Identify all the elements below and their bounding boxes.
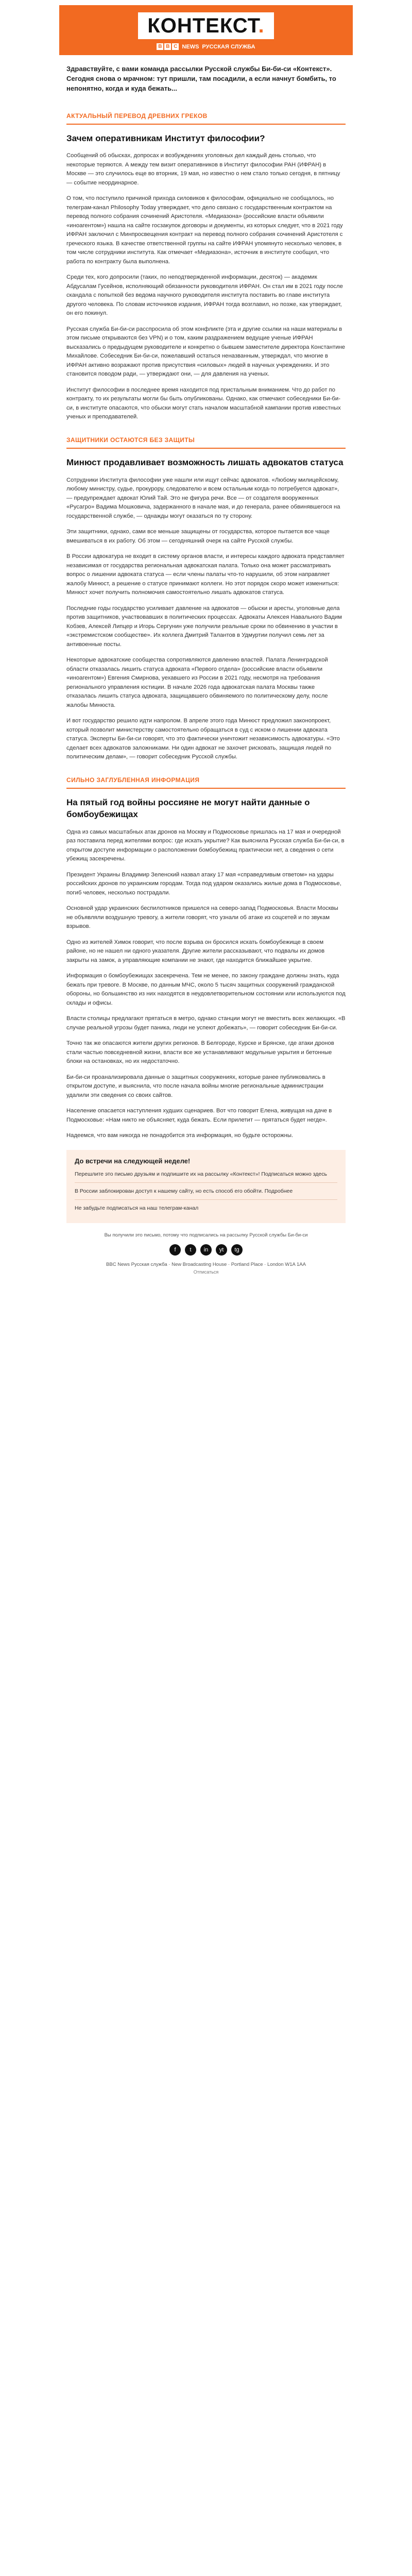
facebook-icon[interactable]: f: [169, 1244, 181, 1256]
cta-item[interactable]: Перешлите это письмо друзьям и подпишите их на рассылку «Контекст»! Подписаться можно здесь: [75, 1171, 327, 1177]
paragraph: Би-би-си проанализировала данные о защитных сооружениях, которые ранее публиковались в открытом доступе, и выяснила, что после начала войны многие региональные администрации удалили эти сведения со своих сайтов.: [66, 1074, 325, 1098]
paragraph: Население опасается наступления худших сценариев. Вот что говорит Елена, живущая на даче в Подмосковье: «Нам никто не объясняет, куда бежать. Если прилетит — прятаться будет негде».: [66, 1108, 332, 1123]
newsletter-content: [59, 107, 353, 1223]
instagram-icon[interactable]: in: [200, 1244, 212, 1256]
footer: [59, 1223, 353, 1290]
news-label: NEWS: [182, 43, 199, 50]
paragraph: Информация о бомбоубежищах засекречена. Тем не менее, по закону граждане должны знать, куда бежать при тревоге. В Москве, по данным МЧС, около 5 тысяч защитных сооружений гражданской обороны, но большинство из них находятся в неудовлетворительном состоянии или используются под склады и офисы.: [66, 973, 346, 1006]
section-rubric: СИЛЬНО ЗАГЛУБЛЕННАЯ ИНФОРМАЦИЯ: [66, 771, 346, 789]
paragraph: Власти столицы предлагают прятаться в метро, однако станции могут не вместить всех желающих. «В случае реальной угрозы будет паника, люди не успеют добежать», — говорит собеседник Би-би-си.: [66, 1015, 346, 1031]
paragraph: Среди тех, кого допросили (таких, по неподтвержденной информации, десяток) — академик Абдусалам Гусейнов, исполняющий обязанности руководителя ИФРАН. Он стал им в 2021 году после скандала с попыткой без ведома научного руководителя института поставить во главе института другого человека. По словам источников издания, ИФРАН тогда возглавил, но позже, как утверждает, он его покинул.: [66, 274, 343, 317]
section-title: Минюст продавливает возможность лишать адвокатов статуса: [66, 457, 344, 467]
bbc-letter: C: [172, 43, 179, 50]
paragraph: Институт философии в последнее время находится под пристальным вниманием. Что до работ по контракту, то их результаты могли бы быть опубликованы. Однако, как отмечают собеседники Би-би-си, в институте опасаются, что обыски могут стать началом масштабной кампании против известных ученых и преподавателей.: [66, 386, 341, 420]
social-links: [66, 1244, 346, 1256]
bbc-letter: B: [157, 43, 163, 50]
service-label: РУССКАЯ СЛУЖБА: [202, 43, 255, 50]
section-title: На пятый год войны россияне не могут найти данные о бомбоубежищах: [66, 797, 310, 819]
bbc-brand-line: [59, 43, 353, 50]
youtube-icon[interactable]: yt: [216, 1244, 227, 1256]
signoff-box: [66, 1150, 346, 1223]
cta-item[interactable]: В России заблокирован доступ к нашему сайту, но есть способ его обойти. Подробнее: [75, 1182, 337, 1195]
paragraph: Некоторые адвокатские сообщества сопротивляются давлению властей. Палата Ленинградской области отказалась лишить статуса адвоката «Первого отдела» (российские власти объявили «иноагентом») Евгения Смирнова, уехавшего из России в 2021 году, несмотря на требования регионального управления юстиции. В начале 2026 года адвокатская палата Москвы также отказалась лишить статуса адвоката, защищавшего обвиняемого по политическому делу, после жалобы Минюста.: [66, 657, 328, 708]
twitter-icon[interactable]: t: [185, 1244, 196, 1256]
logo-text: КОНТЕКСТ: [147, 14, 259, 37]
logo-dot: .: [258, 14, 265, 37]
paragraph: Основной удар украинских беспилотников пришелся на северо-запад Подмосковья. Власти Москвы не объявляли воздушную тревогу, а жители говорят, что узнали об атаке из соцсетей и по звукам взрывов.: [66, 905, 338, 930]
paragraph: Последние годы государство усиливает давление на адвокатов — обыски и аресты, уголовные дела против защитников, участвовавших в политических процессах. Адвокаты Алексея Навального Вадим Кобзев, Алексей Липцер и Игорь Сергунин уже получили реальные сроки по обвинению в участии в «экстремистском сообществе». Их коллега Дмитрий Талантов в Удмуртии получил семь лет за антивоенные посты.: [66, 605, 342, 648]
newsletter: [59, 0, 353, 1290]
paragraph: В России адвокатура не входит в систему органов власти, и интересы каждого адвоката представляет независимая от государства региональная адвокатская палата. Только она может рассматривать вопрос о лишении адвоката статуса — если члены палаты что-то нарушили, об этом направляет жалобу Минюст, а решение о статусе принимают коллеги. Но этот порядок скоро может измениться: Минюст хочет получить полномочия самостоятельно лишать адвокатов статуса.: [66, 553, 345, 596]
paragraph: Эти защитники, однако, сами все меньше защищены от государства, которое пытается все чаще вмешиваться в их работу. Об этом — сегодняшний очерк на сайте Русской службы.: [66, 529, 330, 544]
paragraph: Сотрудники Института философии уже нашли или ищут сейчас адвокатов. «Любому милицейскому, любому министру, судье, прокурору, следователю и всем остальным когда-то потребуется адвокат», — предупреждает адвокат Юлий Тай. Это не фигура речи. Все — от создателя вооруженных «Русагро» Вадима Мошковича, задержанного в начале мая, и до генерала, ранее обвинявшегося на государственной службе, — однажды могут оказаться по ту сторону.: [66, 477, 340, 519]
paragraph: Точно так же опасаются жители других регионов. В Белгороде, Курске и Брянске, где атаки дронов стали частью повседневной жизни, власти все же устанавливают модульные укрытия и бетонные блоки на остановках, но их недостаточно.: [66, 1040, 334, 1065]
paragraph: Надеемся, что вам никогда не понадобится эта информация, но будьте осторожны.: [66, 1132, 294, 1139]
paragraph: И вот государство решило идти напролом. В апреле этого года Минюст предложил законопроект, который позволит министерству самостоятельно обращаться в суд с иском о лишении адвоката статуса. Эксперты Би-би-си говорят, что это фактически уничтожит независимость адвокатуры. «Это сделает всех адвокатов заложниками. Ни один адвокат не захочет рисковать, защищая людей по политическим делам», — говорит собеседник Русской службы.: [66, 718, 340, 760]
newsletter-header: [59, 5, 353, 55]
paragraph: Одно из жителей Химок говорит, что после взрыва он бросился искать бомбоубежище в своем районе, но не нашел ни одного указателя. Другие жители рассказывают, что подвалы их домов закрыты на замок, а управляющие компании не знают, где находится ближайшее укрытие.: [66, 939, 325, 963]
paragraph: Одна из самых масштабных атак дронов на Москву и Подмосковье пришлась на 17 мая и очередной раз поставила перед жителями вопрос: где искать укрытие? Как выяснила Русская служба Би-би-си, в открытом доступе информации о расположении бомбоубежищ практически нет, а сведения о сети убежищ засекречены.: [66, 828, 345, 862]
telegram-icon[interactable]: tg: [231, 1244, 243, 1256]
bbc-letter: B: [164, 43, 171, 50]
unsubscribe-link[interactable]: Отписаться: [193, 1269, 219, 1275]
kontekst-logo[interactable]: [138, 12, 273, 39]
footer-address: BBC News Русская служба · New Broadcasting House · Portland Place · London W1A 1AA: [106, 1261, 306, 1267]
paragraph: О том, что поступило причиной прихода силовиков к философам, официально не сообщалось, но телеграм-канал Philosophy Today утверждает, что дело связано с государственным контрактом на перевод полного собрания сочинений Аристотеля. «Медиазона» (российские власти объявили «иноагентом») нашла на сайте госзакупок договоры и документы, из которых следует, что в 2021 году ИФРАН заключил с Минпросвещения контракт на перевод полного собрания сочинений Аристотеля с греческого языка. В качестве ответственной группы на сайте ИФРАН упомянуто несколько человек, в том числе сотрудники института. Как отмечает «Медиазона», источник в институте сообщил, что работа по контракту была выполнена.: [66, 195, 343, 265]
bbc-logo: [157, 43, 179, 50]
paragraph: Президент Украины Владимир Зеленский назвал атаку 17 мая «справедливым ответом» на удары российских дронов по украинским городам. Тогда под ударом оказались жилые дома в Подмосковье, погиб человек, несколько пострадали.: [66, 871, 341, 896]
cta-item[interactable]: Не забудьте подписаться на наш телеграм-канал: [75, 1199, 337, 1212]
paragraph: Сообщений об обысках, допросах и возбуждениях уголовных дел каждый день столько, что некоторые теряются. А между тем визит оперативников в Институт философии РАН (ИФРАН) в Москве — это случилось еще во вторник, 19 мая, но известно о нем стало только сегодня, в пятницу — событие неординарное.: [66, 152, 340, 186]
footer-subscription-note: Вы получили это письмо, потому что подписались на рассылку Русской службы Би-би-си: [104, 1232, 308, 1238]
section-title: Зачем оперативникам Институт философии?: [66, 133, 265, 143]
signoff-title: До встречи на следующей неделе!: [75, 1157, 191, 1165]
intro-text: Здравствуйте, с вами команда рассылки Русской службы Би-би-си «Контекст». Сегодня снова о мрачном: тут пришли, там посадили, а если начнут бомбить, то непонятно, когда и куда бежать...: [66, 65, 336, 92]
section-rubric: ЗАЩИТНИКИ ОСТАЮТСЯ БЕЗ ЗАЩИТЫ: [66, 431, 346, 449]
paragraph: Русская служба Би-би-си расспросила об этом конфликте (эта и другие ссылки на наши материалы в этом письме открываются без VPN) и о том, каким раздражением ведущие ученые ИФРАН высказались о предыдущем руководителе и конкретно о бывшем заместителе директора Константине Михайлове. Собеседник Би-би-си, пожелавший остаться неназванным, утверждал, что многие в ИФРАН активно возражают против присутствия «силовых» людей в научных учреждениях. И это становится поводом ради, — утверждают они, — для давления на ученых.: [66, 326, 346, 378]
section-rubric: АКТУАЛЬНЫЙ ПЕРЕВОД ДРЕВНИХ ГРЕКОВ: [66, 107, 346, 125]
